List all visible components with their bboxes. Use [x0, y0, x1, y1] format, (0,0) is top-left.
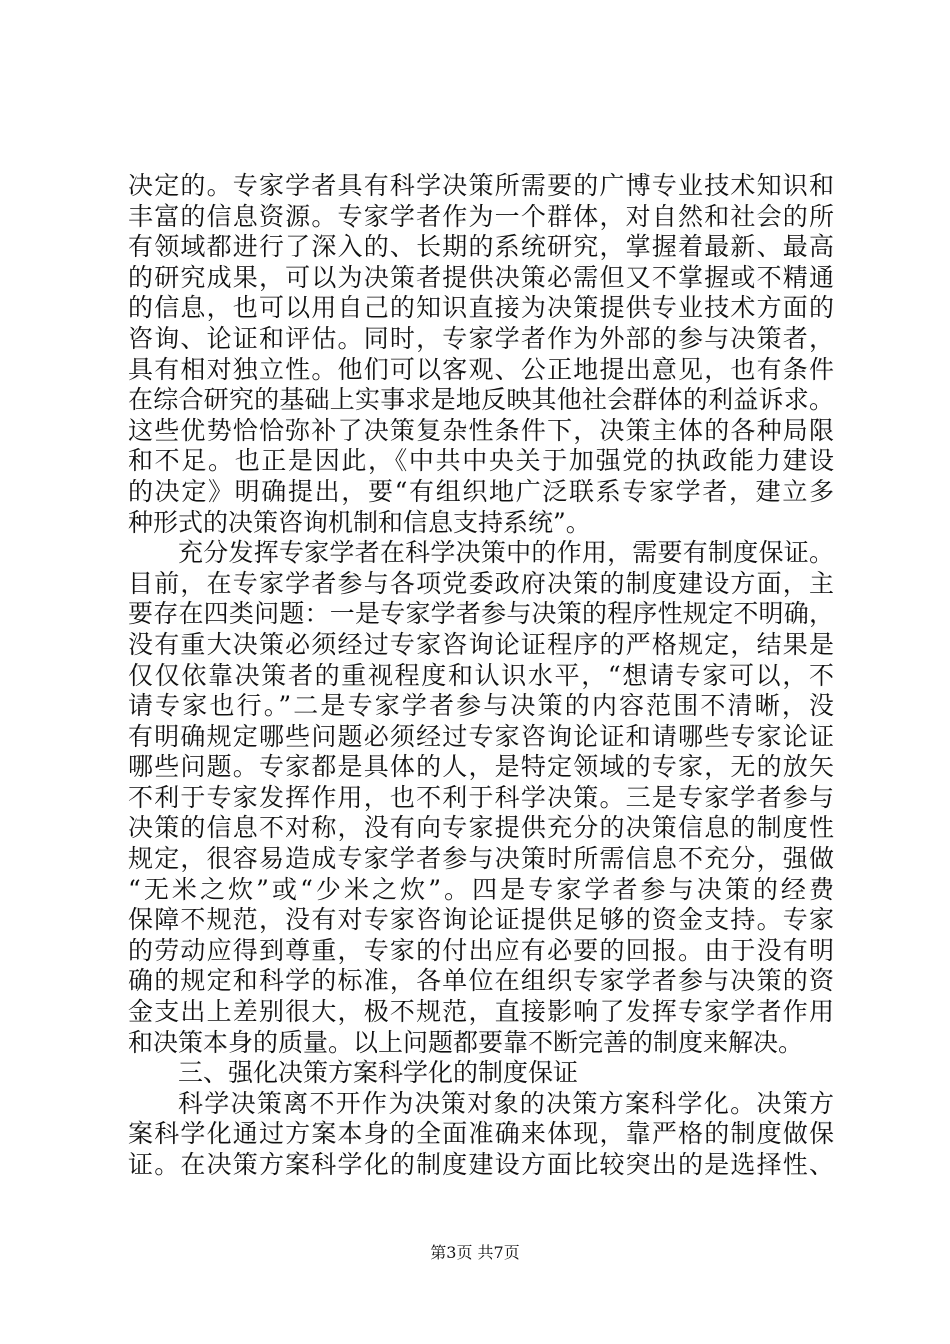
- text-line: 没有重大决策必须经过专家咨询论证程序的严格规定，结果是: [128, 629, 834, 659]
- text-line: 在综合研究的基础上实事求是地反映其他社会群体的利益诉求。: [128, 385, 834, 415]
- text-line: 有明确规定哪些问题必须经过专家咨询论证和请哪些专家论证: [128, 721, 834, 751]
- text-line: 决策的信息不对称，没有向专家提供充分的决策信息的制度性: [128, 813, 834, 843]
- text-line: 哪些问题。专家都是具体的人，是特定领域的专家，无的放矢: [128, 752, 834, 782]
- text-line: 科学决策离不开作为决策对象的决策方案科学化。决策方: [178, 1088, 834, 1118]
- text-line: 和决策本身的质量。以上问题都要靠不断完善的制度来解决。: [128, 1027, 804, 1057]
- text-line: 丰富的信息资源。专家学者作为一个群体，对自然和社会的所: [128, 201, 834, 231]
- text-line: 种形式的决策咨询机制和信息支持系统”。: [128, 507, 591, 537]
- text-line: 证。在决策方案科学化的制度建设方面比较突出的是选择性、: [128, 1150, 834, 1179]
- text-line: 具有相对独立性。他们可以客观、公正地提出意见，也有条件: [128, 354, 834, 384]
- text-line: 仅仅依靠决策者的重视程度和认识水平，“想请专家可以，不: [128, 660, 834, 690]
- text-line: 和不足。也正是因此，《中共中央关于加强党的执政能力建设: [128, 446, 834, 476]
- text-line: 确的规定和科学的标准，各单位在组织专家学者参与决策的资: [128, 966, 834, 996]
- text-line: 案科学化通过方案本身的全面准确来体现，靠严格的制度做保: [128, 1119, 834, 1149]
- text-line: 不利于专家发挥作用，也不利于科学决策。三是专家学者参与: [128, 782, 834, 812]
- text-line: 的决定》明确提出，要“有组织地广泛联系专家学者，建立多: [128, 476, 834, 506]
- text-line: 三、强化决策方案科学化的制度保证: [178, 1058, 579, 1088]
- text-line: 充分发挥专家学者在科学决策中的作用，需要有制度保证。: [178, 538, 834, 568]
- text-line: 这些优势恰恰弥补了决策复杂性条件下，决策主体的各种局限: [128, 415, 834, 445]
- text-line: 保障不规范，没有对专家咨询论证提供足够的资金支持。专家: [128, 905, 834, 935]
- text-line: 的劳动应得到尊重，专家的付出应有必要的回报。由于没有明: [128, 935, 834, 965]
- body-text: [128, 171, 834, 1181]
- page-footer: 第3页 共7页: [430, 1243, 520, 1262]
- text-line: 规定，很容易造成专家学者参与决策时所需信息不充分，强做: [128, 844, 834, 874]
- text-line: 决定的。专家学者具有科学决策所需要的广博专业技术知识和: [128, 171, 834, 200]
- text-line: 有领域都进行了深入的、长期的系统研究，掌握着最新、最高: [128, 232, 834, 262]
- text-line: 金支出上差别很大，极不规范，直接影响了发挥专家学者作用: [128, 997, 834, 1027]
- text-line: 目前，在专家学者参与各项党委政府决策的制度建设方面，主: [128, 568, 834, 598]
- text-line: “无米之炊”或“少米之炊”。四是专家学者参与决策的经费: [128, 874, 834, 904]
- text-line: 要存在四类问题：一是专家学者参与决策的程序性规定不明确，: [128, 599, 834, 629]
- text-line: 请专家也行。”二是专家学者参与决策的内容范围不清晰，没: [128, 691, 834, 721]
- text-line: 咨询、论证和评估。同时，专家学者作为外部的参与决策者，: [128, 323, 834, 353]
- text-line: 的研究成果，可以为决策者提供决策必需但又不掌握或不精通: [128, 262, 834, 292]
- text-line: 的信息，也可以用自己的知识直接为决策提供专业技术方面的: [128, 293, 834, 323]
